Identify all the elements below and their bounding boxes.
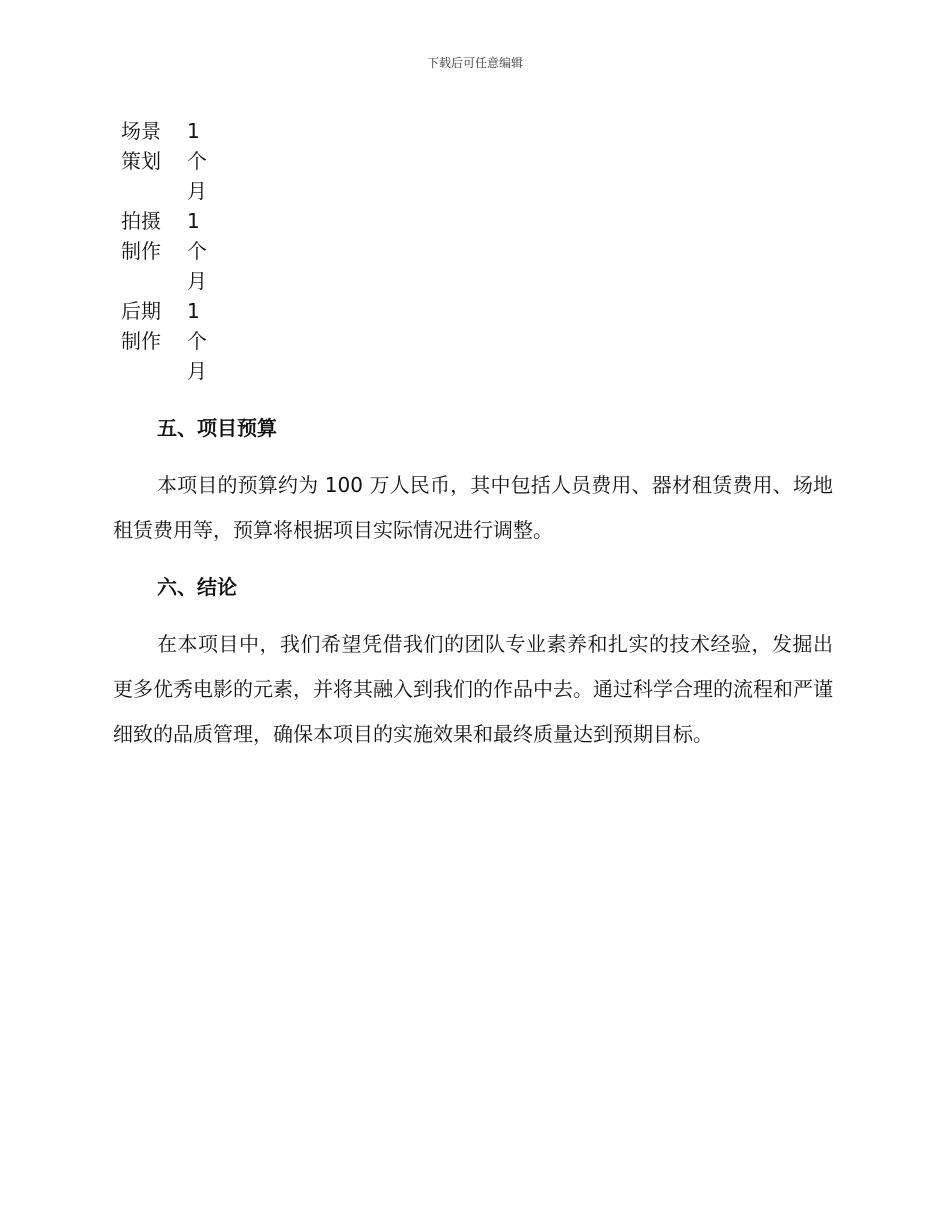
schedule-duration: 1个月	[187, 119, 207, 203]
schedule-duration: 1个月	[187, 299, 207, 383]
page-header-note: 下载后可任意编辑	[426, 56, 523, 70]
conclusion-paragraph: 在本项目中，我们希望凭借我们的团队专业素养和扎实的技术经验，发掘出更多优秀电影的元素，并将其融入到我们的作品中去。通过科学合理的流程和严谨细致的品质管理，确保本项目的实施效果和最终质量达到预期目标。	[113, 632, 833, 746]
schedule-duration: 1个月	[187, 209, 207, 293]
schedule-table	[121, 116, 209, 386]
budget-paragraph: 本项目的预算约为 100 万人民币，其中包括人员费用、器材租赁费用、场地租赁费用等，预算将根据项目实际情况进行调整。	[113, 473, 833, 542]
schedule-row	[121, 116, 209, 206]
budget-heading: 五、项目预算	[157, 416, 277, 440]
schedule-phase: 拍摄制作	[121, 209, 161, 263]
schedule-phase: 场景策划	[121, 119, 161, 173]
conclusion-heading: 六、结论	[157, 575, 237, 599]
schedule-phase: 后期制作	[121, 299, 161, 353]
schedule-row	[121, 206, 209, 296]
schedule-row	[121, 296, 209, 386]
